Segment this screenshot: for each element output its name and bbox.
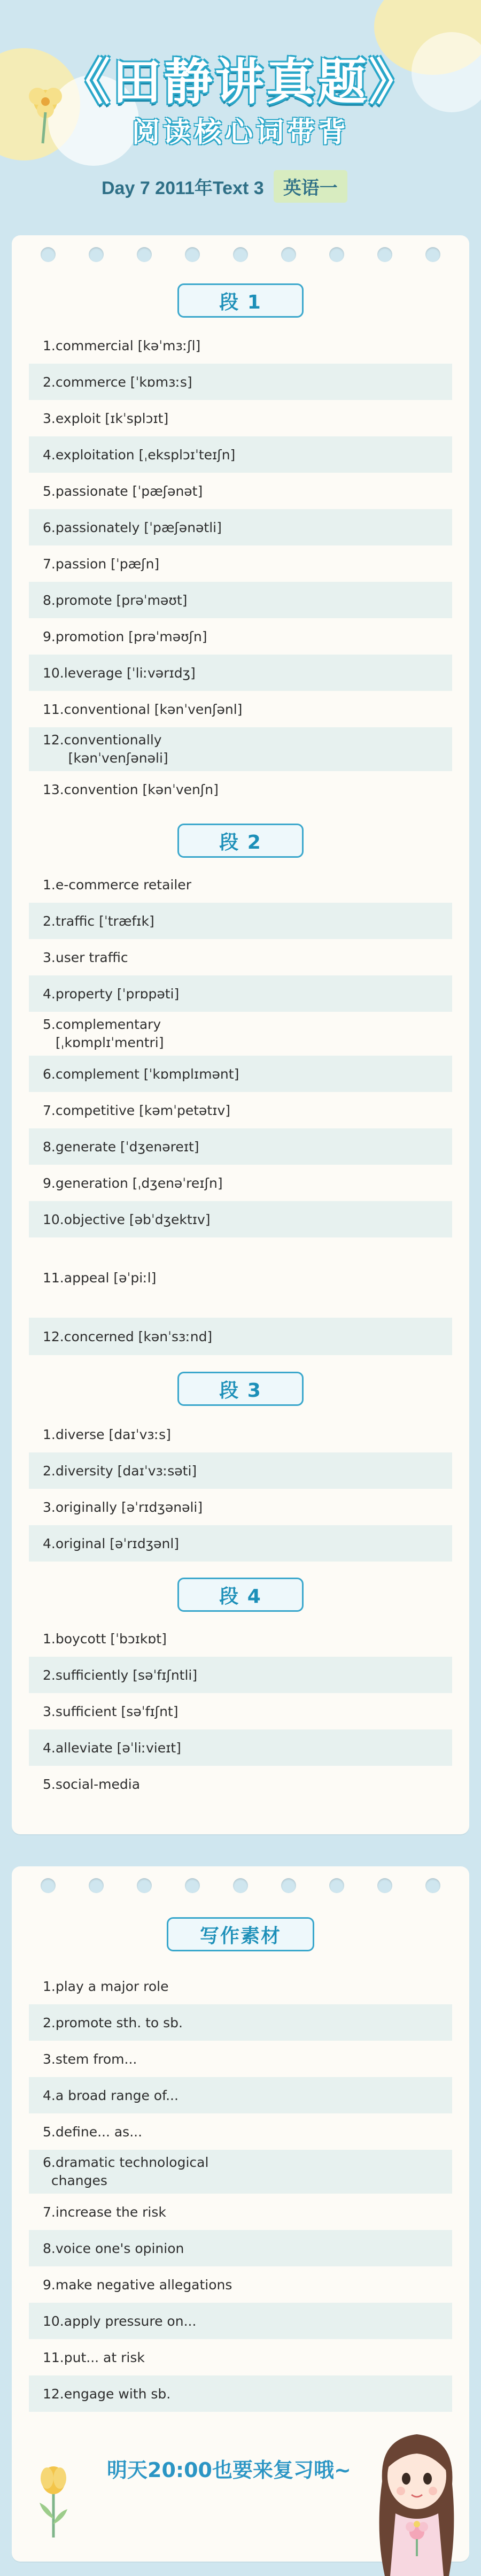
day-info: Day 7 2011年Text 3	[102, 178, 264, 198]
binder-hole	[137, 1878, 152, 1893]
vocab-row: 4.alleviate [əˈliːvieɪt]	[29, 1729, 452, 1766]
vocab-row: 2.traffic [ˈtræfɪk]	[29, 903, 452, 939]
binder-hole	[377, 1878, 392, 1893]
vocab-row: 10.objective [əbˈdʒektɪv]	[29, 1201, 452, 1237]
vocab-row: 1.boycott [ˈbɔɪkɒt]	[43, 1631, 167, 1647]
phrase-row: 10.apply pressure on...	[29, 2303, 452, 2339]
day-info-line	[102, 170, 347, 202]
binder-hole	[185, 247, 200, 262]
binder-hole	[185, 1878, 200, 1893]
phrase-row: 9.make negative allegations	[43, 2277, 232, 2293]
vocab-row: 4.exploitation [ˌeksplɔɪˈteɪʃn]	[29, 436, 452, 473]
section-heading-4: 段 4	[177, 1578, 304, 1612]
binder-hole	[89, 1878, 104, 1893]
binder-hole	[89, 247, 104, 262]
binder-holes	[12, 1878, 469, 1893]
vocab-row: 8.promote [prəˈməʊt]	[29, 582, 452, 618]
vocab-row: 8.generate [ˈdʒenəreɪt]	[29, 1128, 452, 1165]
vocab-row: 2.diversity [daɪˈvɜːsəti]	[29, 1452, 452, 1489]
phrase-row: 6.dramatic technological changes	[29, 2150, 452, 2194]
phrase-row: 11.put... at risk	[43, 2349, 145, 2365]
phrase-row: 4.a broad range of...	[29, 2077, 452, 2113]
vocab-row: 5.passionate [ˈpæʃənət]	[43, 483, 203, 499]
page-title: 《田静讲真题》	[60, 53, 420, 111]
vocab-row: 6.complement [ˈkɒmplɪmənt]	[29, 1056, 452, 1092]
vocab-row: 6.passionately [ˈpæʃənətli]	[29, 509, 452, 545]
binder-hole	[329, 247, 344, 262]
vocab-row: 4.property [ˈprɒpəti]	[29, 975, 452, 1012]
section-heading-3: 段 3	[177, 1372, 304, 1406]
vocab-row: 1.e-commerce retailer	[43, 876, 191, 893]
vocab-row: 3.exploit [ɪkˈsplɔɪt]	[43, 410, 169, 426]
binder-hole	[281, 247, 296, 262]
footer-text: 明天20:00也要来复习哦~	[107, 2458, 351, 2482]
vocab-row: 12.concerned [kənˈsɜːnd]	[29, 1318, 452, 1355]
phrase-row: 1.play a major role	[43, 1978, 169, 1994]
vocab-row: 5.complementary [ˌkɒmplɪˈmentri]	[43, 1017, 164, 1050]
phrase-row: 8.voice one's opinion	[29, 2230, 452, 2266]
vocab-row: 2.sufficiently [səˈfɪʃntli]	[29, 1657, 452, 1693]
binder-hole	[41, 247, 56, 262]
vocab-row: 2.commerce [ˈkɒmɜːs]	[29, 364, 452, 400]
vocab-row: 7.passion [ˈpæʃn]	[43, 556, 160, 572]
phrase-row: 7.increase the risk	[43, 2204, 166, 2220]
girl-avatar	[363, 2417, 470, 2576]
binder-hole	[329, 1878, 344, 1893]
vocab-row: 1.diverse [daɪˈvɜːs]	[43, 1426, 171, 1442]
vocab-row: 11.appeal [əˈpiːl]	[43, 1270, 157, 1286]
vocab-row: 4.original [əˈrɪdʒənl]	[29, 1525, 452, 1562]
section-heading-1: 段 1	[177, 283, 304, 318]
vocab-row: 3.originally [əˈrɪdʒənəli]	[43, 1499, 203, 1515]
vocab-row: 1.commercial [kəˈmɜːʃl]	[43, 337, 201, 353]
binder-hole	[425, 247, 440, 262]
phrase-row: 5.define... as...	[43, 2124, 143, 2140]
vocab-row: 12.conventionally [kənˈvenʃənəli]	[29, 727, 452, 771]
tulip-icon	[32, 2460, 75, 2540]
binder-hole	[233, 1878, 248, 1893]
page-subtitle: 阅读核心词带背	[131, 117, 349, 149]
vocab-row: 5.social-media	[43, 1776, 141, 1792]
vocab-row: 3.sufficient [səˈfɪʃnt]	[43, 1703, 179, 1719]
binder-hole	[425, 1878, 440, 1893]
phrase-row: 3.stem from...	[43, 2051, 137, 2067]
vocab-row: 9.promotion [prəˈməʊʃn]	[43, 628, 207, 644]
binder-hole	[233, 247, 248, 262]
binder-hole	[137, 247, 152, 262]
vocab-row: 3.user traffic	[43, 949, 128, 965]
phrase-row: 2.promote sth. to sb.	[29, 2004, 452, 2041]
vocab-row: 10.leverage [ˈliːvərɪdʒ]	[29, 655, 452, 691]
exam-badge: 英语一	[274, 170, 347, 203]
header	[0, 0, 481, 230]
binder-hole	[281, 1878, 296, 1893]
vocab-row: 13.convention [kənˈvenʃn]	[43, 781, 219, 797]
binder-holes	[12, 247, 469, 262]
binder-hole	[41, 1878, 56, 1893]
vocab-row: 7.competitive [kəmˈpetətɪv]	[43, 1102, 231, 1118]
binder-hole	[377, 247, 392, 262]
vocab-row: 11.conventional [kənˈvenʃənl]	[43, 701, 243, 717]
vocab-row: 9.generation [ˌdʒenəˈreɪʃn]	[43, 1175, 223, 1191]
phrase-row: 12.engage with sb.	[29, 2375, 452, 2412]
section-heading-2: 段 2	[177, 824, 304, 858]
section-heading-writing: 写作素材	[167, 1917, 314, 1951]
vocab-card	[12, 235, 469, 1834]
